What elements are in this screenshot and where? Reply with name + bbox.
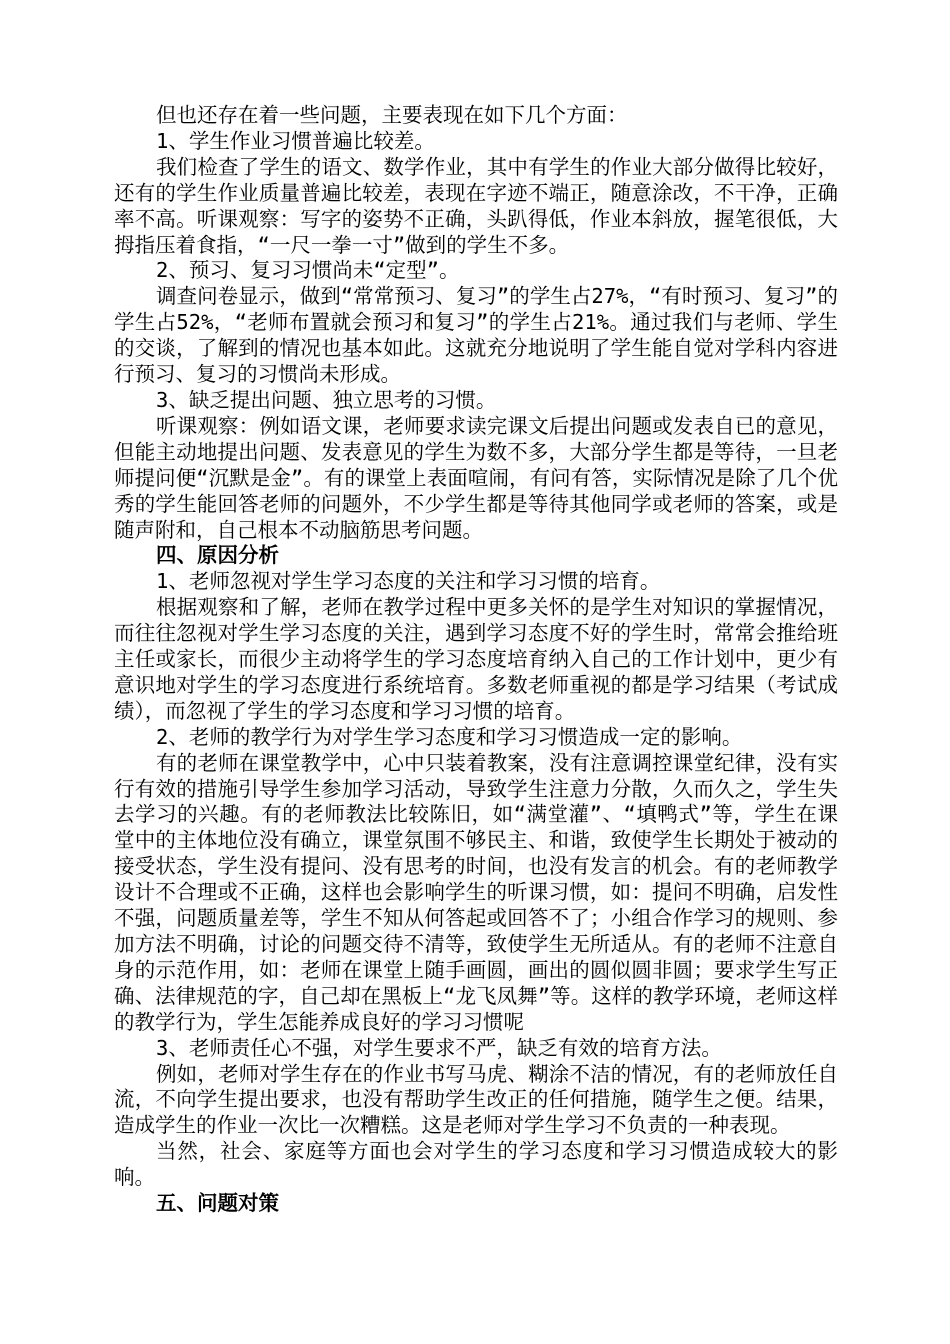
paragraph: 例如，老师对学生存在的作业书写马虎、糊涂不洁的情况，有的老师放任自流，不向学生提出要求，也没有帮助学生改正的任何措施，随学生之便。结果，造成学生的作业一次比一次糟糕。这是老师对学生学习不负责的一种表现。: [114, 1061, 838, 1138]
section-subheading: 1、老师忽视对学生学习态度的关注和学习习惯的培育。: [156, 569, 661, 594]
section-subheading: 3、缺乏提出问题、独立思考的习惯。: [156, 387, 497, 412]
paragraph: 有的老师在课堂教学中，心中只装着教案，没有注意调控课堂纪律，没有实行有效的措施引导学生参加学习活动，导致学生注意力分散，久而久之，学生失去学习的兴趣。有的老师教法比较陈旧，如“满堂灌”、“填鸭式”等，学生在课堂中的主体地位没有确立，课堂氛围不够民主、和谐，致使学生长期处于被动的接受状态，学生没有提问、没有思考的时间，也没有发言的机会。有的老师教学设计不合理或不正确，这样也会影响学生的听课习惯，如：提问不明确，启发性不强，问题质量差等，学生不知从何答起或回答不了；小组合作学习的规则、参加方法不明确，讨论的问题交待不清等，致使学生无所适从。有的老师不注意自身的示范作用，如：老师在课堂上随手画圆，画出的圆似圆非圆；要求学生写正确、法律规范的字，自己却在黑板上“龙飞凤舞”等。这样的教学环境，老师这样的教学行为，学生怎能养成良好的学习习惯呢: [114, 750, 838, 1034]
paragraph: 听课观察：例如语文课，老师要求读完课文后提出问题或发表自已的意见，但能主动地提出问题、发表意见的学生为数不多，大部分学生都是等待，一旦老师提问便“沉默是金”。有的课堂上表面喧闹，有问有答，实际情况是除了几个优秀的学生能回答老师的问题外，不少学生都是等待其他同学或老师的答案，或是随声附和，自己根本不动脑筋思考问题。: [114, 413, 838, 542]
section-subheading: 2、预习、复习习惯尚未“定型”。: [156, 258, 460, 283]
paragraph: 我们检查了学生的语文、数学作业，其中有学生的作业大部分做得比较好，还有的学生作业质量普遍比较差，表现在字迹不端正，随意涂改，不干净，正确率不高。听课观察：写字的姿势不正确，头趴得低，作业本斜放，握笔很低，大拇指压着食指，“一尺一拳一寸”做到的学生不多。: [114, 154, 838, 257]
section-subheading: 3、老师责任心不强，对学生要求不严，缺乏有效的培育方法。: [156, 1035, 722, 1060]
paragraph: 调查问卷显示，做到“常常预习、复习”的学生占27%，“有时预习、复习”的学生占52%，“老师布置就会预习和复习”的学生占21%。通过我们与老师、学生的交谈，了解到的情况也基本如此。这就充分地说明了学生能自觉对学科内容进行预习、复习的习惯尚未形成。: [114, 284, 838, 387]
section-heading: 四、原因分析: [156, 543, 279, 568]
paragraph: 当然，社会、家庭等方面也会对学生的学习态度和学习习惯造成较大的影响。: [114, 1139, 838, 1190]
section-subheading: 2、老师的教学行为对学生学习态度和学习习惯造成一定的影响。: [156, 724, 743, 749]
paragraph: 但也还存在着一些问题，主要表现在如下几个方面：: [156, 103, 628, 127]
paragraph: 根据观察和了解，老师在教学过程中更多关怀的是学生对知识的掌握情况，而往往忽视对学生学习态度的关注，遇到学习态度不好的学生时，常常会推给班主任或家长，而很少主动将学生的学习态度培育纳入自己的工作计划中，更少有意识地对学生的学习态度进行系统培育。多数老师重视的都是学习结果（考试成绩），而忽视了学生的学习态度和学习习惯的培育。: [114, 595, 838, 723]
section-subheading: 1、学生作业习惯普遍比较差。: [156, 128, 435, 153]
section-heading: 五、问题对策: [156, 1191, 279, 1216]
